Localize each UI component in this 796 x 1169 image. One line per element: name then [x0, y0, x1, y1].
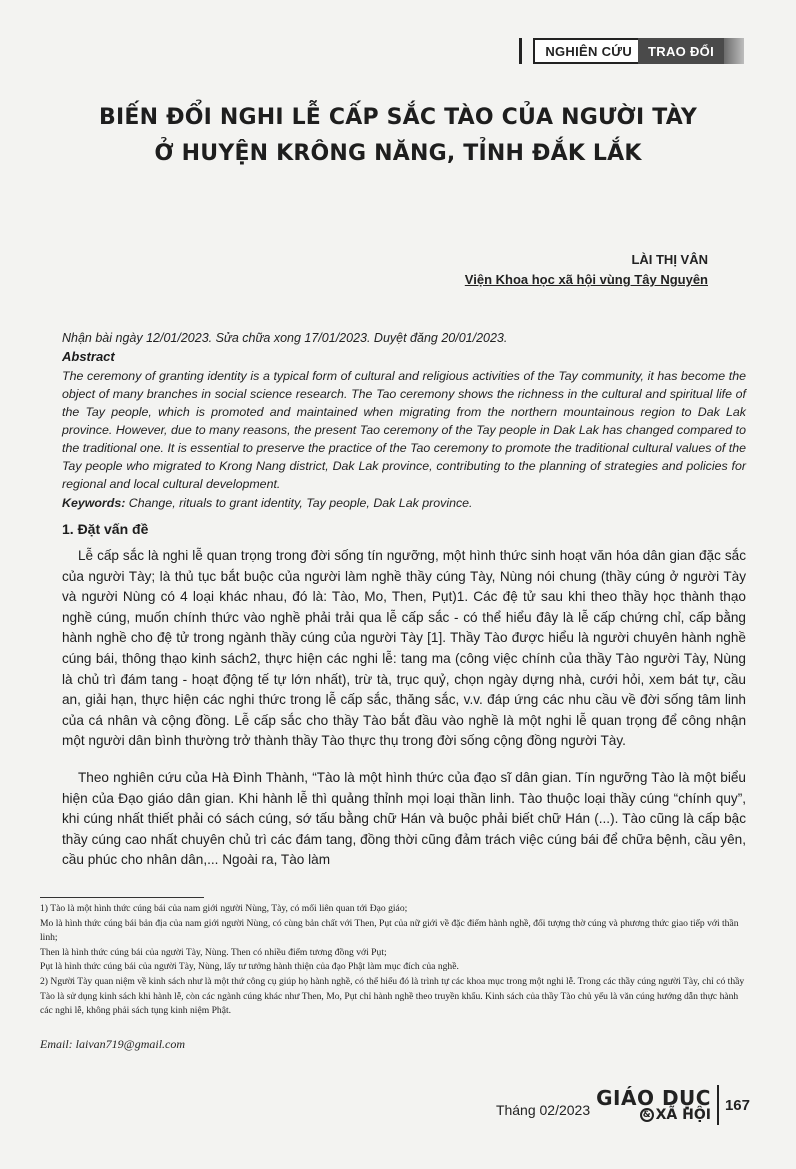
header-category-left: NGHIÊN CỨU — [533, 38, 638, 64]
footnote-item: Pụt là hình thức cúng bái của người Tày, Nùng, lấy tư tưởng hành thiện của đạo Phật làm mục đích của nghề. — [40, 961, 459, 973]
page-number: 167 — [724, 1096, 750, 1114]
footnote-item: Then là hình thức cúng bái của người Tày, Nùng. Then có nhiều điểm tương đồng với Pụt; — [40, 946, 387, 958]
keywords-text: Change, rituals to grant identity, Tay people, Dak Lak province. — [125, 496, 473, 510]
footnote-item: Mo là hình thức cúng bái bản địa của nam giới người Nùng, có cùng bản chất với Then, Pụt của nữ giới về đặc điểm hành nghề, đối tượng thờ cúng và phương thức giao tiếp với thần linh; — [40, 917, 739, 944]
title-line-2: Ở HUYỆN KRÔNG NĂNG, TỈNH ĐẮK LẮK — [154, 141, 642, 166]
abstract-heading: Abstract — [62, 349, 115, 364]
footer-divider — [717, 1085, 719, 1125]
issue-month: Tháng 02/2023 — [495, 1102, 591, 1118]
header-rule — [519, 38, 522, 64]
article-title — [40, 100, 756, 172]
logo-row-2 — [640, 1108, 711, 1122]
author-affiliation: Viện Khoa học xã hội vùng Tây Nguyên — [464, 272, 708, 287]
header-category-right: TRAO ĐỔI — [638, 38, 724, 64]
author-email: Email: laivan719@gmail.com — [40, 1037, 186, 1051]
keywords-line — [62, 496, 746, 510]
body-paragraph-1: Lễ cấp sắc là nghi lễ quan trọng trong đời sống tín ngưỡng, một hình thức sinh hoạt văn hóa dân gian đặc sắc của người Tày; là thủ tục bắt buộc của người làm nghề thầy cúng Tày, Nùng nói chung (thầy cúng ở người Tày và người Nùng có 4 loại khác nhau, đó là: Tào, Mo, Then, Pụt)1. Các đệ tử sau khi theo thầy học thành thạo nghề cúng, muốn chính thức vào nghề phải trải qua lễ cấp sắc - có thể hiểu đây là lễ cấp chứng chỉ, cấp bằng hành nghề cho đệ tử trong ngành thầy cúng của người Tày [1]. Thầy Tào được hiểu là người chuyên hành nghề cúng bái, thông thạo kinh sách2, thực hiện các nghi lễ: tang ma (công việc chính của thầy Tào người Tày, Nùng là chủ trì đám tang - hoạt động tế tự lớn nhất), trừ tà, trục quỷ, chọn ngày dựng nhà, cưới hỏi, xem bát tự, cầu an, giải hạn, thực hiện các nghi thức trong lễ cấp sắc, thăng sắc, v.v. đáp ứng các nhu cầu về đời sống tâm linh của cá nhân và cộng đồng. Lễ cấp sắc cho thầy Tào bắt đầu vào nghề là một nghi lễ quan trọng để công nhận một người dân bình thường trở thành thầy Tào thực thụ trong đời sống cộng đồng người Tày. — [62, 548, 746, 749]
ampersand-icon: & — [640, 1108, 654, 1122]
footnote-item: 1) Tào là một hình thức cúng bái của nam giới người Nùng, Tày, có mối liên quan tới Đạo giáo; — [40, 903, 408, 914]
section-heading: 1. Đặt vấn đề — [62, 521, 149, 537]
author-name: LÀI THỊ VÂN — [631, 252, 708, 267]
page-footer — [496, 1080, 750, 1130]
abstract-text: The ceremony of granting identity is a typical form of cultural and religious activities of the Tay community, it has become the object of many branches in social science research. The Tao ceremony shows the richness in the cultural and spiritual life of the Tay people, which is promoted and maintained when migrating from the northern mountainous region to Dak Lak province. However, due to many reasons, the present Tao ceremony of the Tay people in Dak Lak has changed compared to the traditional one. It is essential to preserve the practice of the Tao ceremony to promote the traditional cultural values of the Tay people who migrated to Krong Nang district, Dak Lak province, contributing to the planning of strategies and policies for regional and local cultural development. — [62, 369, 746, 491]
section-header-tag — [533, 38, 744, 64]
logo-text-1: GIÁO DỤC — [596, 1086, 711, 1110]
logo-text-2: XÃ HỘI — [655, 1107, 711, 1123]
header-gradient-tail — [724, 38, 744, 64]
footnote-rule — [40, 897, 204, 898]
title-line-1: BIẾN ĐỔI NGHI LỄ CẤP SẮC TÀO CỦA NGƯỜI TÀY — [99, 105, 697, 130]
journal-logo — [596, 1088, 711, 1122]
footnote-item: 2) Người Tày quan niệm về kinh sách như là một thứ công cụ giúp họ hành nghề, có thể hiểu đó là trình tự các khoa mục trong một nghi lễ. Trong các thầy cúng người Tày, chỉ có thầy Tào là sử dụng kinh sách khi hành lễ, còn các ngành cúng khác như Then, Mo, Pụt chỉ hành nghề theo truyền khẩu. Kinh sách của thầy Tào chủ yếu là văn cúng hướng dẫn thực hành các nghi lễ, không phải sách tụng kinh niệm Phật. — [40, 975, 745, 1017]
submission-dates: Nhận bài ngày 12/01/2023. Sửa chữa xong 17/01/2023. Duyệt đăng 20/01/2023. — [62, 331, 508, 345]
footnotes — [40, 902, 750, 1019]
keywords-label: Keywords: — [62, 496, 126, 510]
body-paragraph-2: Theo nghiên cứu của Hà Đình Thành, “Tào là một hình thức của đạo sĩ dân gian. Tín ngưỡng Tào là một biểu hiện của Đạo giáo dân gian. Khi hành lễ thì quảng thỉnh mọi loại thần linh. Tào thuộc loại thầy cúng “chính quy”, khi cúng nhất thiết phải có sách cúng, sớ tấu bằng chữ Hán và buộc phải biết chữ Hán (...). Tào cũng là cấp bậc thầy cúng cao nhất chuyên chủ trì các đám tang, đồng thời cũng đảm trách việc cúng bái để chữa bệnh, cầu yên, cầu phúc cho nhân dân,... Ngoài ra, Tào làm — [62, 770, 746, 868]
